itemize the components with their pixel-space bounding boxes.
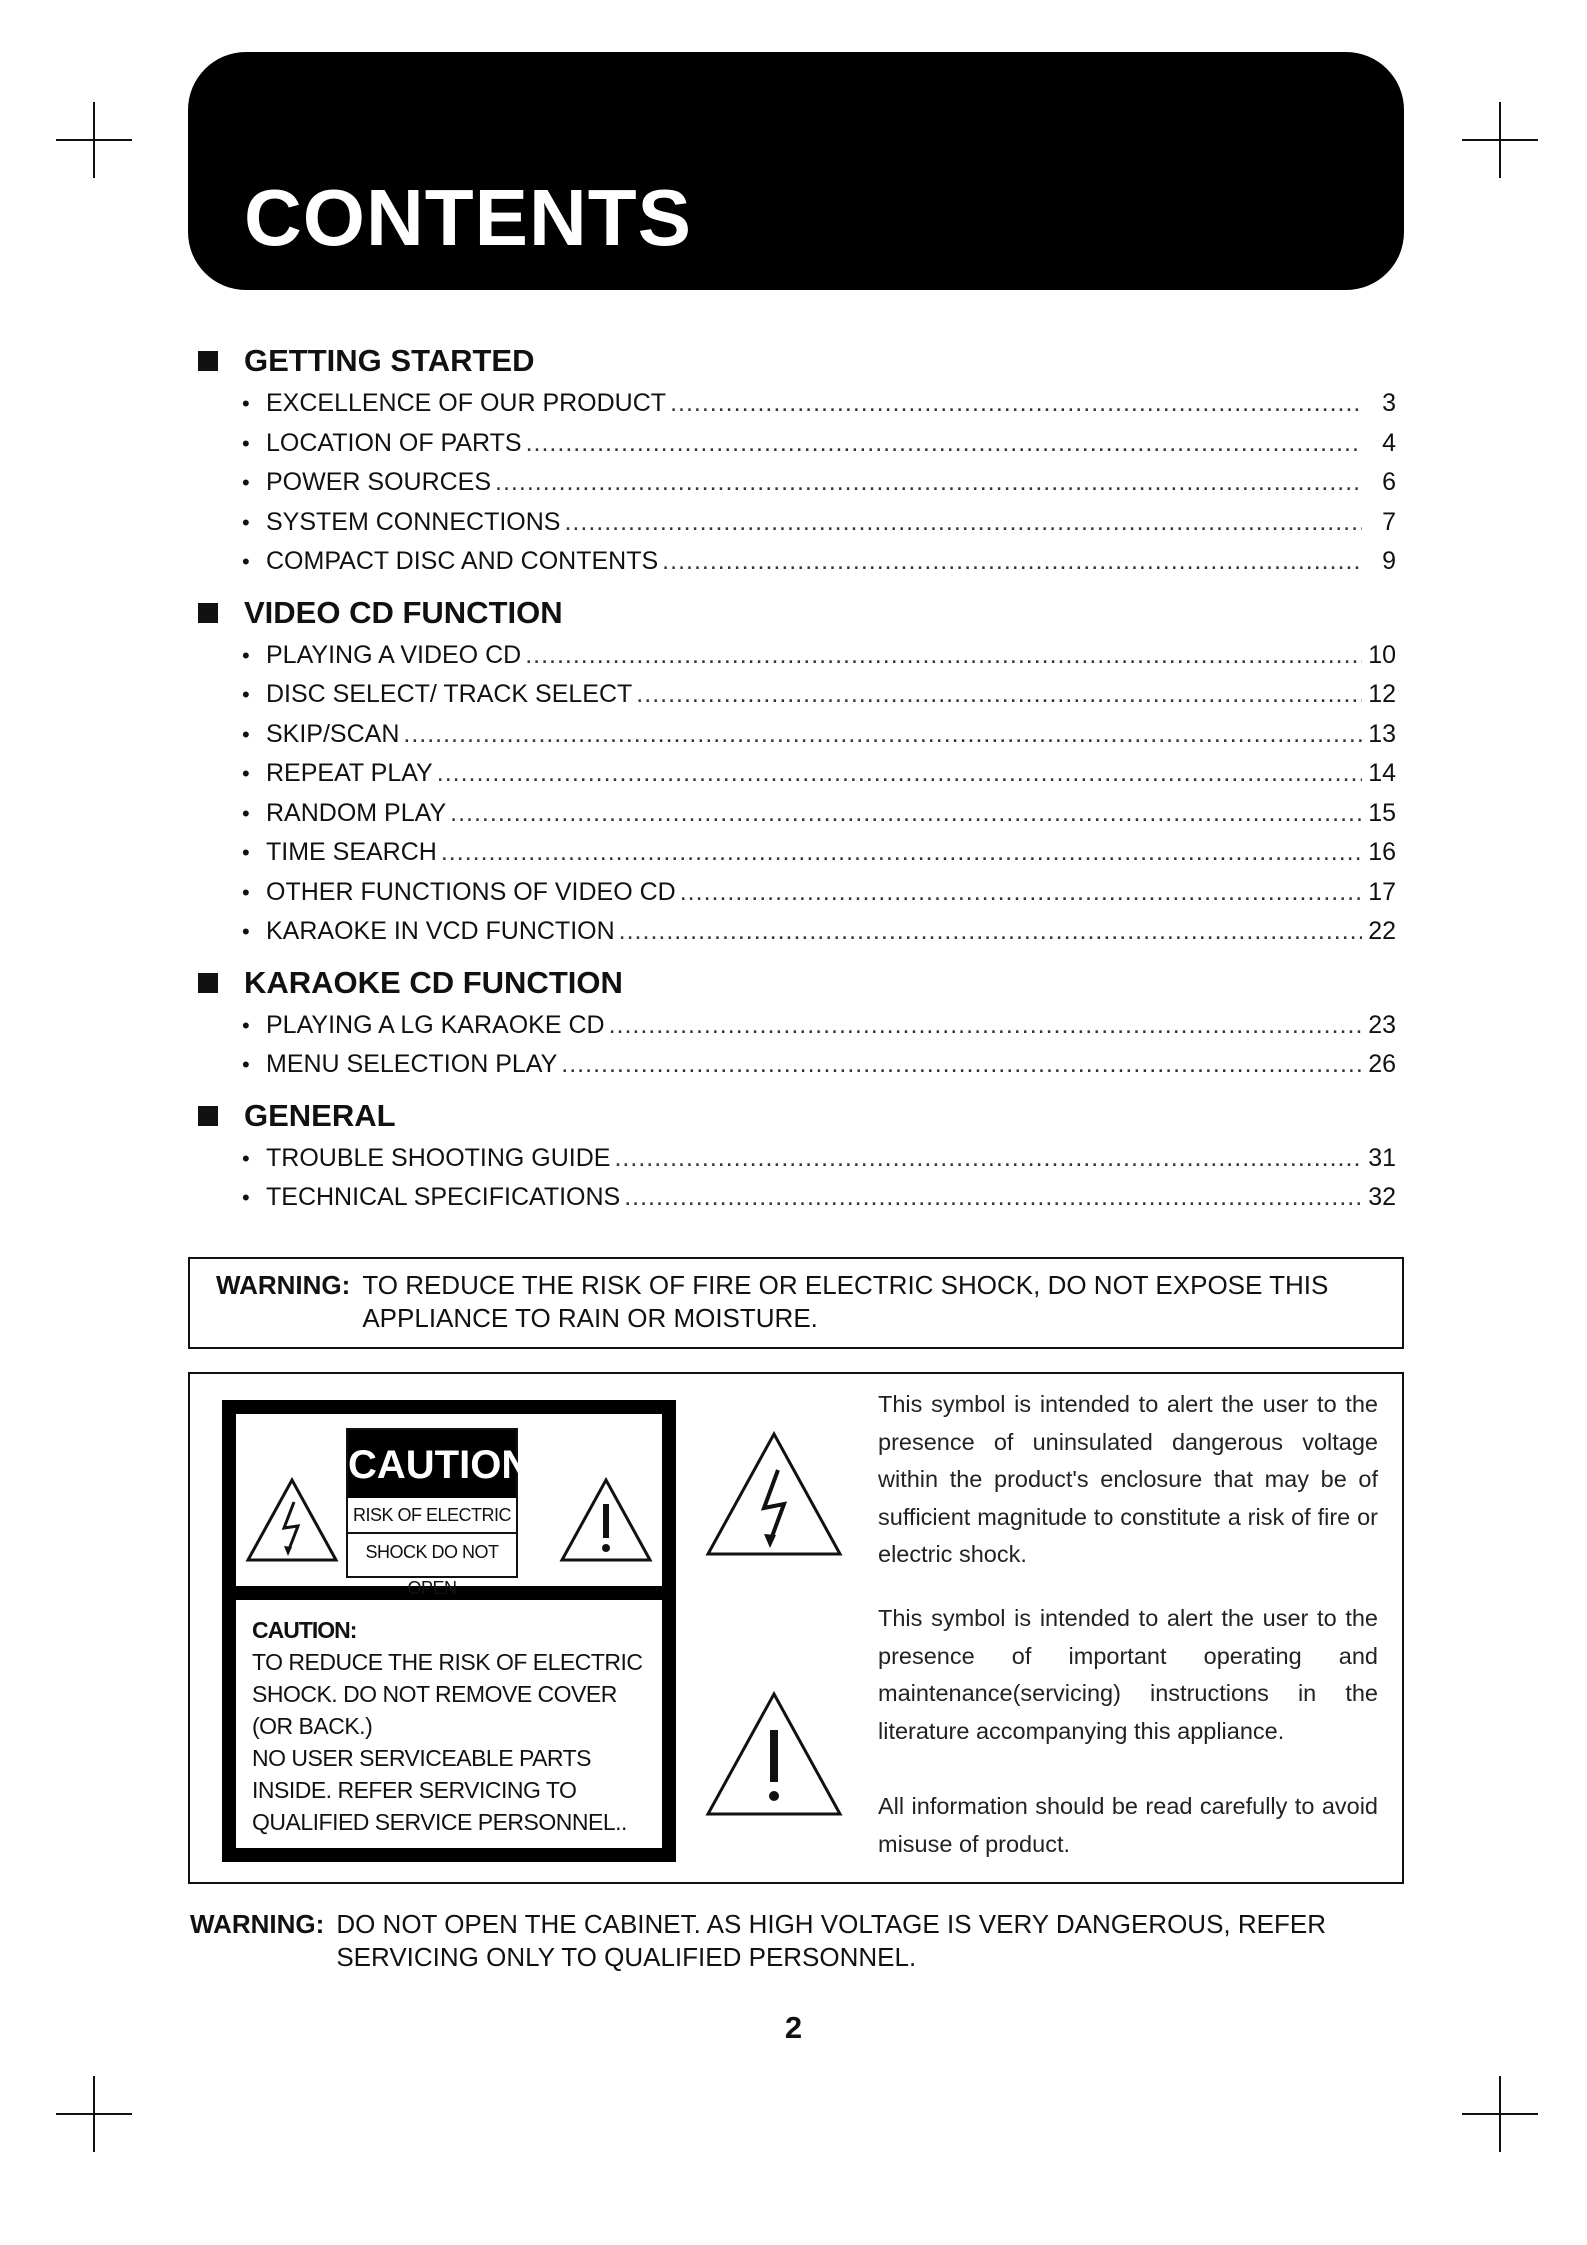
bullet-icon: • xyxy=(242,509,250,535)
toc-item[interactable] xyxy=(242,384,1396,424)
dot-leader xyxy=(636,675,1362,715)
toc-heading-text: VIDEO CD FUNCTION xyxy=(244,594,563,630)
dot-leader xyxy=(564,503,1362,543)
crop-mark-bottom-right xyxy=(1462,2076,1538,2152)
toc-item-label: TROUBLE SHOOTING GUIDE xyxy=(266,1143,611,1172)
toc-item[interactable] xyxy=(242,1045,1396,1085)
toc-item[interactable] xyxy=(242,636,1396,676)
toc-item-label: MENU SELECTION PLAY xyxy=(266,1050,558,1078)
toc-item[interactable] xyxy=(242,1178,1396,1218)
toc-item-page: 17 xyxy=(1368,877,1396,906)
toc-item[interactable] xyxy=(242,1139,1396,1179)
toc-item-page: 3 xyxy=(1382,389,1396,417)
bullet-icon: • xyxy=(242,800,250,826)
dot-leader xyxy=(437,754,1362,794)
crop-mark-top-right xyxy=(1462,102,1538,178)
warning-text: DO NOT OPEN THE CABINET. AS HIGH VOLTAGE IS VERY DANGEROUS, REFER SERVICING ONLY TO QUALIFIED PERSONNEL. xyxy=(336,1909,1326,1972)
dot-leader xyxy=(614,1139,1362,1179)
toc-section-heading xyxy=(196,960,1396,1006)
bullet-icon: • xyxy=(242,1012,250,1038)
bullet-icon: • xyxy=(242,682,250,707)
table-of-contents xyxy=(196,330,1396,1218)
toc-item-label: OTHER FUNCTIONS OF VIDEO CD xyxy=(266,877,676,906)
dot-leader xyxy=(450,794,1362,834)
bullet-icon: • xyxy=(242,840,250,865)
bullet-icon: • xyxy=(242,1185,250,1210)
toc-section-karaoke-cd xyxy=(196,960,1396,1085)
bullet-icon: • xyxy=(242,642,250,668)
caution-label-bottom xyxy=(236,1600,662,1848)
toc-item-page: 10 xyxy=(1368,640,1396,669)
dot-leader xyxy=(526,424,1362,464)
warning-cabinet xyxy=(190,1908,1402,1974)
page-title: CONTENTS xyxy=(244,173,692,262)
toc-item-page: 31 xyxy=(1368,1143,1396,1172)
lightning-warning-icon xyxy=(244,1476,340,1564)
caution-body-line: (OR BACK.) xyxy=(252,1713,373,1739)
toc-item-label: COMPACT DISC AND CONTENTS xyxy=(266,547,659,575)
bullet-icon: • xyxy=(242,761,250,786)
caution-body-heading: CAUTION: xyxy=(252,1617,357,1643)
toc-section-getting-started xyxy=(196,338,1396,582)
caution-label-top xyxy=(236,1414,662,1598)
caution-body xyxy=(252,1614,650,1838)
toc-item[interactable] xyxy=(242,1006,1396,1046)
square-bullet-icon xyxy=(198,973,218,993)
caution-line-1: RISK OF ELECTRIC xyxy=(352,1505,512,1525)
toc-section-heading xyxy=(196,338,1396,384)
dot-leader xyxy=(495,463,1362,503)
toc-section-heading xyxy=(196,1093,1396,1139)
lightning-triangle-icon xyxy=(704,1430,844,1560)
bullet-icon: • xyxy=(242,721,250,747)
toc-section-general xyxy=(196,1093,1396,1218)
dot-leader xyxy=(525,636,1362,676)
toc-item[interactable] xyxy=(242,503,1396,543)
caution-body-line: SHOCK. DO NOT REMOVE COVER xyxy=(252,1681,617,1707)
caution-plate xyxy=(346,1428,531,1598)
exclamation-warning-icon xyxy=(558,1476,654,1564)
toc-item-label: KARAOKE IN VCD FUNCTION xyxy=(266,917,615,945)
dot-leader xyxy=(624,1178,1362,1218)
toc-heading-text: KARAOKE CD FUNCTION xyxy=(244,964,623,1000)
warning-box-rain xyxy=(188,1257,1404,1349)
instructions-symbol-description: This symbol is intended to alert the user to the presence of important operating and maintenance(servicing) instructions in the literature accompanying this appliance. xyxy=(878,1605,1378,1744)
dot-leader xyxy=(561,1045,1362,1085)
page-number: 2 xyxy=(784,2010,803,2045)
toc-item-page: 13 xyxy=(1368,719,1396,748)
bullet-icon: • xyxy=(242,391,250,416)
dot-leader xyxy=(403,715,1362,755)
warning-text: TO REDUCE THE RISK OF FIRE OR ELECTRIC SHOCK, DO NOT EXPOSE THIS APPLIANCE TO RAIN OR MOISTURE. xyxy=(362,1270,1329,1333)
dot-leader xyxy=(609,1006,1362,1046)
dot-leader xyxy=(441,833,1362,873)
toc-item-label: POWER SOURCES xyxy=(266,468,492,496)
toc-item[interactable] xyxy=(242,424,1396,464)
toc-item-page: 9 xyxy=(1382,547,1396,575)
toc-item-label: REPEAT PLAY xyxy=(266,759,433,787)
bullet-icon: • xyxy=(242,1145,250,1171)
crop-mark-bottom-left xyxy=(56,2076,132,2152)
warning-label: WARNING: xyxy=(190,1909,325,1939)
toc-item-label: LOCATION OF PARTS xyxy=(266,428,522,457)
toc-item[interactable] xyxy=(242,542,1396,582)
bullet-icon: • xyxy=(242,470,250,495)
caution-label-sticker xyxy=(222,1400,676,1862)
square-bullet-icon xyxy=(198,603,218,623)
square-bullet-icon xyxy=(198,1106,218,1126)
toc-item-label: PLAYING A LG KARAOKE CD xyxy=(266,1010,605,1039)
toc-heading-text: GENERAL xyxy=(244,1097,396,1133)
caution-box xyxy=(188,1372,1404,1884)
toc-item-label: TIME SEARCH xyxy=(266,838,437,866)
toc-item-page: 26 xyxy=(1368,1050,1396,1078)
toc-item-page: 7 xyxy=(1382,507,1396,536)
toc-item-page: 23 xyxy=(1368,1010,1396,1039)
caution-body-line: NO USER SERVICEABLE PARTS xyxy=(252,1745,592,1771)
dot-leader xyxy=(680,873,1362,913)
toc-item-page: 14 xyxy=(1368,759,1396,787)
dot-leader xyxy=(619,912,1362,952)
toc-item[interactable] xyxy=(242,675,1396,715)
toc-item-page: 4 xyxy=(1382,428,1396,457)
toc-item-label: SKIP/SCAN xyxy=(266,719,400,748)
dot-leader xyxy=(662,542,1362,582)
crop-mark-top-left xyxy=(56,102,132,178)
toc-item-page: 6 xyxy=(1382,468,1396,496)
read-carefully-note: All information should be read carefully to avoid misuse of product. xyxy=(878,1793,1378,1857)
toc-item[interactable] xyxy=(242,715,1396,755)
toc-item-label: RANDOM PLAY xyxy=(266,798,447,827)
voltage-symbol-description: This symbol is intended to alert the user to the presence of uninsulated dangerous voltage within the product's enclosure that may be of sufficient magnitude to constitute a risk of fire or electric shock. xyxy=(878,1391,1378,1567)
toc-item-page: 12 xyxy=(1368,680,1396,708)
caution-body-line: INSIDE. REFER SERVICING TO xyxy=(252,1777,577,1803)
warning-label: WARNING: xyxy=(216,1270,351,1300)
toc-item-page: 15 xyxy=(1368,798,1396,827)
toc-item-label: PLAYING A VIDEO CD xyxy=(266,640,522,669)
bullet-icon: • xyxy=(242,879,250,905)
bullet-icon: • xyxy=(242,549,250,574)
exclamation-triangle-icon xyxy=(704,1690,844,1820)
bullet-icon: • xyxy=(242,919,250,944)
toc-section-heading xyxy=(196,590,1396,636)
caution-line-2: SHOCK DO NOT OPEN xyxy=(348,1532,516,1606)
bullet-icon: • xyxy=(242,430,250,456)
toc-item[interactable] xyxy=(242,463,1396,503)
toc-item-label: EXCELLENCE OF OUR PRODUCT xyxy=(266,389,667,417)
toc-item-page: 22 xyxy=(1368,917,1396,945)
toc-item-page: 16 xyxy=(1368,838,1396,866)
toc-item[interactable] xyxy=(242,794,1396,834)
toc-item[interactable] xyxy=(242,912,1396,952)
dot-leader xyxy=(670,384,1362,424)
toc-item-page: 32 xyxy=(1368,1183,1396,1211)
caution-body-line: TO REDUCE THE RISK OF ELECTRIC xyxy=(252,1649,643,1675)
toc-item-label: DISC SELECT/ TRACK SELECT xyxy=(266,680,633,708)
toc-item-label: SYSTEM CONNECTIONS xyxy=(266,507,561,536)
caution-title: CAUTION xyxy=(348,1430,516,1498)
toc-item[interactable] xyxy=(242,873,1396,913)
contents-banner xyxy=(188,52,1404,290)
square-bullet-icon xyxy=(198,351,218,371)
toc-heading-text: GETTING STARTED xyxy=(244,343,535,378)
toc-item-label: TECHNICAL SPECIFICATIONS xyxy=(266,1183,621,1211)
toc-section-video-cd xyxy=(196,590,1396,952)
bullet-icon: • xyxy=(242,1052,250,1077)
toc-item[interactable] xyxy=(242,754,1396,794)
toc-item[interactable] xyxy=(242,833,1396,873)
caution-body-line: QUALIFIED SERVICE PERSONNEL.. xyxy=(252,1809,627,1835)
